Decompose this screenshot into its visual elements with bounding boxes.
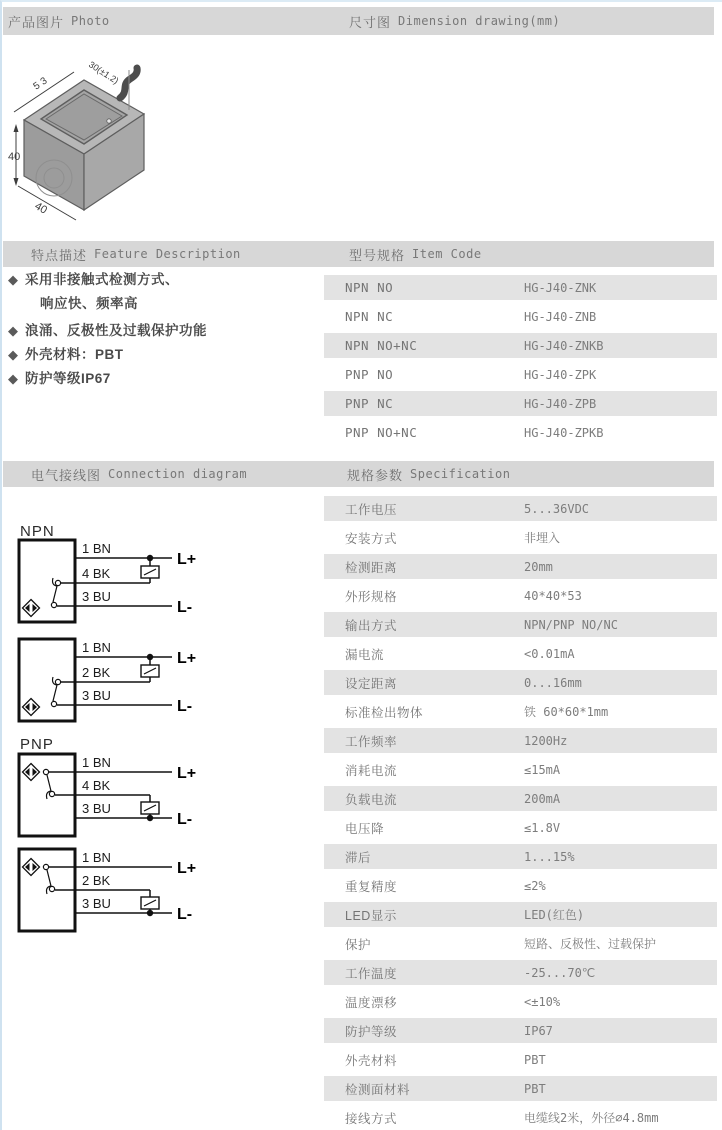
wire-label: 2 BK [82, 665, 111, 680]
spec-name: 工作温度 [345, 966, 398, 981]
feature-text: 采用非接触式检测方式、 [25, 272, 179, 287]
switch-contact [55, 580, 60, 585]
spec-name: 防护等级 [345, 1024, 398, 1039]
spec-value: 0...16mm [524, 675, 582, 690]
spec-value: ≤2% [524, 878, 546, 893]
item-code-section-title [349, 241, 482, 267]
spec-name: 安装方式 [345, 531, 398, 546]
feature-item [8, 295, 318, 312]
spec-name: 漏电流 [345, 647, 385, 662]
spec-row [324, 525, 717, 550]
wire-label: 4 BK [82, 566, 111, 581]
item-code-row [324, 420, 717, 445]
diamond-bullet-icon: ◆ [8, 272, 18, 287]
spec-name: 设定距离 [345, 676, 398, 691]
wire-label: 2 BK [82, 873, 111, 888]
feature-item [8, 346, 318, 363]
wire-label: 3 BU [82, 801, 111, 816]
spec-value: 20mm [524, 559, 553, 574]
feature-item [8, 271, 318, 288]
item-code-value: HG-J40-ZPB [524, 396, 597, 411]
item-code-row [324, 362, 717, 387]
diamond-bullet-icon: ◆ [8, 371, 18, 386]
arrow-down [14, 178, 19, 186]
spec-row [324, 1047, 717, 1072]
spec-row [324, 989, 717, 1014]
spec-name: 标准检出物体 [345, 705, 424, 720]
spec-value: PBT [524, 1081, 546, 1096]
feature-text: 浪涌、反极性及过载保护功能 [25, 323, 207, 338]
spec-row [324, 641, 717, 666]
spec-row [324, 844, 717, 869]
l-plus-label: L+ [177, 650, 197, 667]
wire-label: 3 BU [82, 589, 111, 604]
spec-value: ≤15mA [524, 762, 561, 777]
output-type: PNP NO+NC [345, 425, 418, 440]
connection-diagram-npn-2 [16, 635, 216, 735]
dimension-title-zh: 尺寸图 [349, 14, 392, 30]
spec-value: ≤1.8V [524, 820, 561, 835]
spec-row [324, 757, 717, 782]
spec-value: -25...70℃ [524, 965, 596, 980]
switch-contact [49, 886, 54, 891]
l-minus-label: L- [177, 698, 193, 715]
spec-value: 1...15% [524, 849, 575, 864]
switch-contact [49, 791, 54, 796]
header-bar-feature [3, 241, 714, 267]
l-minus-label: L- [177, 906, 193, 923]
spec-row [324, 496, 717, 521]
switch-contact [55, 679, 60, 684]
spec-value: LED(红色) [524, 908, 585, 922]
item-code-value: HG-J40-ZPKB [524, 425, 604, 440]
wire-label: 1 BN [82, 541, 111, 556]
item-code-title-zh: 型号规格 [349, 247, 406, 263]
spec-name: 外形规格 [345, 589, 398, 604]
output-type: NPN NC [345, 309, 394, 324]
spec-name: 滞后 [345, 850, 372, 865]
switch-contact [43, 864, 48, 869]
feature-list [8, 271, 318, 394]
spec-name: 工作电压 [345, 502, 398, 517]
photo-title-zh: 产品图片 [8, 14, 65, 30]
spec-row [324, 931, 717, 956]
specification-title-en: Specification [410, 467, 511, 481]
spec-value: 铁 60*60*1mm [524, 705, 609, 719]
led-dot [107, 119, 111, 123]
feature-item [8, 322, 318, 339]
dim-width-label: 40 [32, 200, 50, 217]
switch-contact [51, 602, 56, 607]
spec-value: NPN/PNP NO/NC [524, 617, 618, 632]
spec-value: 40*40*53 [524, 588, 582, 603]
item-code-row [324, 391, 717, 416]
spec-name: 接线方式 [345, 1111, 398, 1126]
spec-row [324, 1076, 717, 1101]
feature-text: 防护等级IP67 [25, 371, 111, 386]
spec-row [324, 612, 717, 637]
spec-value: 200mA [524, 791, 561, 806]
item-code-table [324, 275, 717, 449]
wire-label: 1 BN [82, 850, 111, 865]
feature-title-zh: 特点描述 [31, 247, 88, 263]
spec-row [324, 960, 717, 985]
wire-label: 1 BN [82, 755, 111, 770]
wire-label: 4 BK [82, 778, 111, 793]
connection-diagram-pnp-1 [16, 750, 216, 850]
spec-row [324, 873, 717, 898]
header-bar-connection [3, 461, 714, 487]
spec-row [324, 1018, 717, 1043]
spec-name: 消耗电流 [345, 763, 398, 778]
dim-length-label: 53 [31, 73, 52, 93]
specification-title-zh: 规格参数 [347, 467, 404, 483]
output-type: PNP NO [345, 367, 394, 382]
spec-value: 1200Hz [524, 733, 568, 748]
connection-section-title [31, 461, 247, 487]
spec-value: PBT [524, 1052, 546, 1067]
dimension-title-en: Dimension drawing(mm) [398, 14, 561, 28]
product-photo [8, 50, 168, 222]
spec-name: 外壳材料 [345, 1053, 398, 1068]
spec-row [324, 583, 717, 608]
spec-row [324, 902, 717, 927]
item-code-value: HG-J40-ZPK [524, 367, 597, 382]
spec-row [324, 554, 717, 579]
dim-height-label: 40 [8, 151, 21, 163]
specification-section-title [347, 461, 510, 487]
diamond-bullet-icon: ◆ [8, 347, 18, 362]
spec-name: 检测面材料 [345, 1082, 411, 1097]
spec-name: 保护 [345, 937, 372, 952]
spec-name: 重复精度 [345, 879, 398, 894]
diamond-bullet-icon: ◆ [8, 323, 18, 338]
spec-row [324, 1105, 717, 1130]
switch-contact [51, 701, 56, 706]
spec-row [324, 786, 717, 811]
spec-name: 电压降 [345, 821, 385, 836]
feature-item [8, 370, 318, 387]
item-code-value: HG-J40-ZNK [524, 280, 597, 295]
item-code-value: HG-J40-ZNKB [524, 338, 604, 353]
connection-diagram-pnp-2 [16, 845, 216, 945]
feature-text: 响应快、频率高 [40, 296, 138, 311]
connection-title-zh: 电气接线图 [31, 467, 102, 483]
wire-label: 3 BU [82, 688, 111, 703]
npn-group-label: NPN [20, 523, 55, 540]
spec-row [324, 699, 717, 724]
spec-row [324, 728, 717, 753]
specification-table [324, 496, 717, 1130]
arrow-up [14, 124, 19, 132]
output-type: PNP NC [345, 396, 394, 411]
connection-title-en: Connection diagram [108, 467, 248, 481]
spec-name: LED显示 [345, 908, 397, 923]
connection-diagram-npn-1 [16, 536, 216, 636]
pnp-group-label: PNP [20, 736, 54, 753]
item-code-row [324, 275, 717, 300]
output-type: NPN NO [345, 280, 394, 295]
spec-value: <±10% [524, 994, 561, 1009]
item-code-title-en: Item Code [412, 247, 482, 261]
spec-value: 短路、反极性、过载保护 [524, 937, 657, 951]
header-bar-photo [3, 7, 714, 35]
dimension-section-title [349, 7, 560, 35]
spec-value: IP67 [524, 1023, 553, 1038]
l-plus-label: L+ [177, 860, 197, 877]
wire-label: 3 BU [82, 896, 111, 911]
spec-value: 5...36VDC [524, 501, 590, 516]
dim-cable-label: 30(±1.2) [86, 59, 121, 86]
spec-row [324, 670, 717, 695]
spec-name: 检测距离 [345, 560, 398, 575]
photo-title-en: Photo [71, 14, 110, 28]
item-code-row [324, 333, 717, 358]
l-plus-label: L+ [177, 551, 197, 568]
l-minus-label: L- [177, 811, 193, 828]
spec-name: 温度漂移 [345, 995, 398, 1010]
feature-text: 外壳材料：PBT [25, 347, 124, 362]
switch-contact [43, 769, 48, 774]
wire-label: 1 BN [82, 640, 111, 655]
spec-row [324, 815, 717, 840]
feature-title-en: Feature Description [94, 247, 241, 261]
photo-section-title [8, 7, 110, 35]
spec-name: 负载电流 [345, 792, 398, 807]
spec-value: 电缆线2米，外径∅4.8mm [524, 1111, 659, 1125]
spec-name: 输出方式 [345, 618, 398, 633]
item-code-value: HG-J40-ZNB [524, 309, 597, 324]
item-code-row [324, 304, 717, 329]
feature-section-title [31, 241, 241, 267]
output-type: NPN NO+NC [345, 338, 418, 353]
l-minus-label: L- [177, 599, 193, 616]
spec-value: <0.01mA [524, 646, 575, 661]
l-plus-label: L+ [177, 765, 197, 782]
spec-value: 非埋入 [524, 531, 561, 545]
spec-name: 工作频率 [345, 734, 398, 749]
